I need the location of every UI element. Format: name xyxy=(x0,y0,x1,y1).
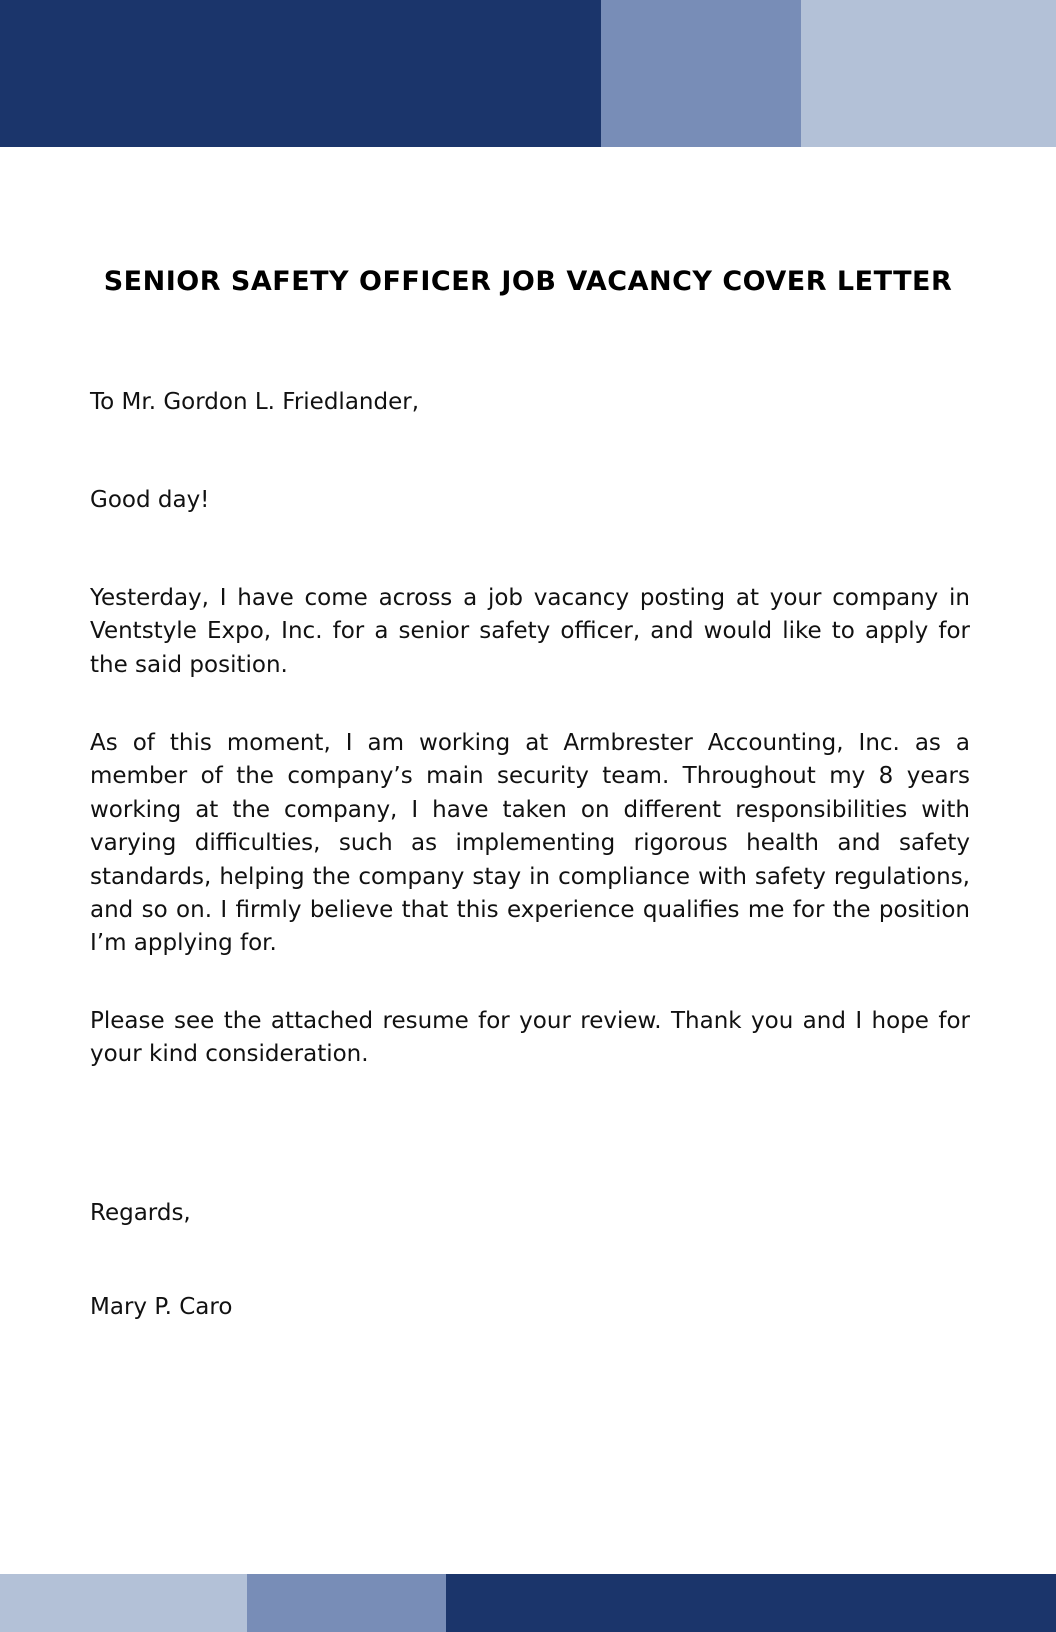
paragraph-closing-request: Please see the attached resume for your review. Thank you and I hope for your kind consideration. xyxy=(90,1008,970,1068)
letter-title: SENIOR SAFETY OFFICER JOB VACANCY COVER LETTER xyxy=(103,266,953,297)
top-band-navy xyxy=(0,0,601,147)
closing: Regards, xyxy=(90,1200,191,1226)
bottom-color-band xyxy=(0,1574,1056,1632)
bottom-band-light-blue xyxy=(0,1574,247,1632)
salutation: To Mr. Gordon L. Friedlander, xyxy=(90,389,420,415)
paragraph-experience: As of this moment, I am working at Armbrester Accounting, Inc. as a member of the company’s main security team. Throughout my 8 years working at the company, I have taken on different responsibilities with varying difficulties, such as implementing rigorous health and safety standards, helping the company stay in compliance with safety regulations, and so on. I firmly believe that this experience qualifies me for the position I’m applying for. xyxy=(90,730,970,957)
top-color-band xyxy=(0,0,1056,147)
greeting: Good day! xyxy=(90,487,210,513)
top-band-mid-blue xyxy=(601,0,801,147)
bottom-band-mid-blue xyxy=(247,1574,446,1632)
bottom-band-navy xyxy=(446,1574,1056,1632)
paragraph-intro: Yesterday, I have come across a job vacancy posting at your company in Ventstyle Expo, Inc. for a senior safety officer, and would like to apply for the said position. xyxy=(90,585,970,678)
top-band-light-blue xyxy=(801,0,1056,147)
signature-name: Mary P. Caro xyxy=(90,1294,233,1320)
